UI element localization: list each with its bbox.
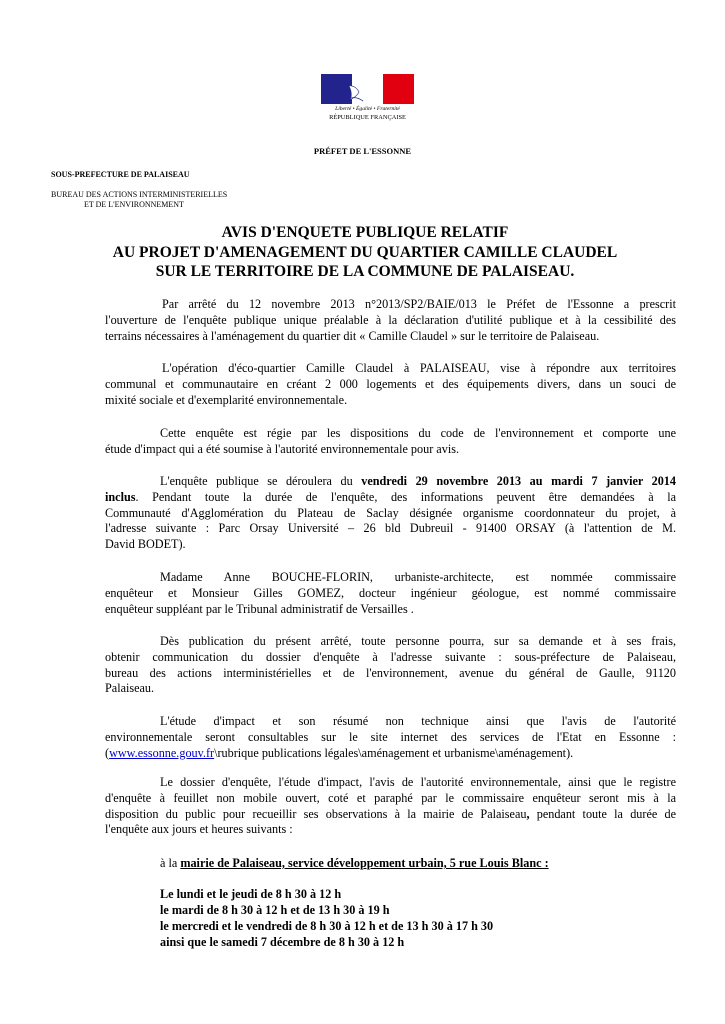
inclus-text: inclus: [105, 489, 136, 504]
p7-paren: (: [105, 745, 110, 760]
p8-line-3-text: disposition du public pour recueillir ses observations à la mairie de Palaiseau: [105, 806, 527, 821]
p4-line-4: l'adresse suivante : Parc Orsay Université – 26 bld Dubreuil - 91400 ORSAY (à l'attention de M.: [105, 521, 676, 536]
document-title: [60, 223, 670, 282]
hours-line: ainsi que le samedi 7 décembre de 8 h 30 à 12 h: [160, 935, 405, 949]
p7-line-2: environnementale seront consultables sur le site internet des services de l'Etat en Essonne :: [105, 729, 676, 744]
p5-line-1: Madame Anne BOUCHE-FLORIN, urbaniste-architecte, est nommée commissaire: [160, 570, 676, 584]
title-line-3: SUR LE TERRITOIRE DE LA COMMUNE DE PALAISEAU.: [155, 263, 575, 280]
paragraph-etude-impact: [105, 714, 676, 761]
p5-line-2: enquêteur et Monsieur Gilles GOMEZ, docteur ingénieur géologue, est nommé commissaire: [105, 585, 676, 600]
p8-line-1: Le dossier d'enquête, l'étude d'impact, l'avis de l'autorité environnementale, ainsi que le registre: [160, 775, 676, 789]
p6-line-4: Palaiseau.: [105, 681, 155, 696]
p8-comma: ,: [526, 806, 530, 821]
p4-line-2: [105, 490, 676, 506]
hours-line: le mercredi et le vendredi de 8 h 30 à 12 h et de 13 h 30 à 17 h 30: [160, 919, 494, 933]
p8-line-3-end: pendant toute la durée de: [529, 806, 676, 821]
p6-line-1: Dès publication du présent arrêté, toute personne pourra, sur sa demande et à ses frais,: [160, 634, 676, 648]
title-line-1: AVIS D'ENQUETE PUBLIQUE RELATIF: [221, 224, 509, 241]
prefet-heading: PRÉFET DE L'ESSONNE: [313, 146, 412, 156]
sous-prefecture-heading: SOUS-PREFECTURE DE PALAISEAU: [51, 170, 190, 179]
paragraph-commissaire: [105, 570, 676, 617]
paragraph-regie: [105, 426, 676, 458]
p6-line-2: obtenir communication du dossier d'enquête à l'adresse suivante : sous-préfecture de Palaiseau,: [105, 649, 676, 664]
p2-line-1: L'opération d'éco-quartier Camille Claudel à PALAISEAU, vise à répondre aux territoires: [162, 361, 676, 375]
essonne-gouv-link[interactable]: www.essonne.gouv.fr: [109, 745, 215, 760]
paragraph-arrete: [105, 297, 676, 344]
hours-line: Le lundi et le jeudi de 8 h 30 à 12 h: [160, 887, 342, 901]
p7-line-1: L'étude d'impact et son résumé non technique ainsi que l'avis de l'autorité: [160, 714, 676, 728]
motto-text: Liberté • Égalité • Fraternité: [335, 106, 400, 112]
p5-line-3: enquêteur suppléant par le Tribunal administratif de Versailles .: [105, 601, 414, 616]
marianne-logo: [321, 74, 414, 121]
paragraph-dates: [105, 474, 676, 553]
paragraph-operation: [105, 361, 676, 408]
paragraph-dossier: [105, 775, 676, 838]
p7-line-3-text: \rubrique publications légales\aménagement et urbanisme\aménagement).: [214, 745, 574, 760]
p8-line-3: [105, 807, 676, 823]
p3-line-2: étude d'impact qui a été soumise à l'autorité environnementale pour avis.: [105, 441, 459, 456]
mairie-text: mairie de Palaiseau, service développement urbain, 5 rue Louis Blanc :: [180, 856, 549, 870]
p4-line-1-text: L'enquête publique se déroulera du: [160, 474, 362, 488]
republique-francaise-text: RÉPUBLIQUE FRANÇAISE: [329, 114, 406, 121]
p3-line-1: Cette enquête est régie par les dispositions du code de l'environnement et comporte une: [160, 426, 676, 440]
mairie-prefix: à la: [160, 856, 181, 870]
paragraph-publication: [105, 634, 676, 697]
p4-line-2-text: . Pendant toute la durée de l'enquête, des informations peuvent être demandées à la: [135, 489, 676, 504]
p8-line-2: d'enquête à feuillet non mobile ouvert, coté et paraphé par le commissaire enquêteur seront mis à la: [105, 790, 676, 805]
bureau-line-2: ET DE L'ENVIRONNEMENT: [84, 200, 184, 209]
p6-line-3: bureau des actions interministérielles et de l'environnement, avenue du général de Gaulle, 91120: [105, 665, 676, 680]
p4-line-5: David BODET).: [105, 537, 186, 552]
enquete-dates: vendredi 29 novembre 2013 au mardi 7 janvier 2014: [361, 474, 676, 488]
mairie-address: [160, 856, 549, 871]
p7-line-3: [105, 746, 676, 762]
title-line-2: AU PROJET D'AMENAGEMENT DU QUARTIER CAMILLE CLAUDEL: [112, 243, 618, 261]
bureau-heading: [51, 190, 227, 210]
hours-line: le mardi de 8 h 30 à 12 h et de 13 h 30 à 19 h: [160, 903, 390, 917]
p2-line-2: communal et communautaire en créant 2 000 logements et des équipements divers, dans un souci de: [105, 376, 676, 391]
p1-line-1: Par arrêté du 12 novembre 2013 n°2013/SP2/BAIE/013 le Préfet de l'Essonne a prescrit: [162, 297, 676, 311]
bureau-line-1: BUREAU DES ACTIONS INTERMINISTERIELLES: [51, 190, 228, 199]
marianne-profile-icon: [345, 76, 381, 104]
tricolor-flag-icon: [321, 74, 414, 104]
p4-line-1: [105, 474, 676, 490]
p4-line-3: Communauté d'Agglomération du Plateau de Saclay désignée organisme coordonnateur du projet, à: [105, 505, 676, 520]
p1-line-2: l'ouverture de l'enquête publique unique préalable à la déclaration d'utilité publique et à la cessibilité des: [105, 312, 676, 327]
opening-hours: [160, 886, 493, 950]
p8-line-4: l'enquête aux jours et heures suivants :: [105, 822, 293, 837]
p1-line-3: terrains nécessaires à l'aménagement du quartier dit « Camille Claudel » sur le territoire de Palaiseau.: [105, 328, 600, 343]
p2-line-3: mixité sociale et d'exemplarité environnementale.: [105, 392, 348, 407]
